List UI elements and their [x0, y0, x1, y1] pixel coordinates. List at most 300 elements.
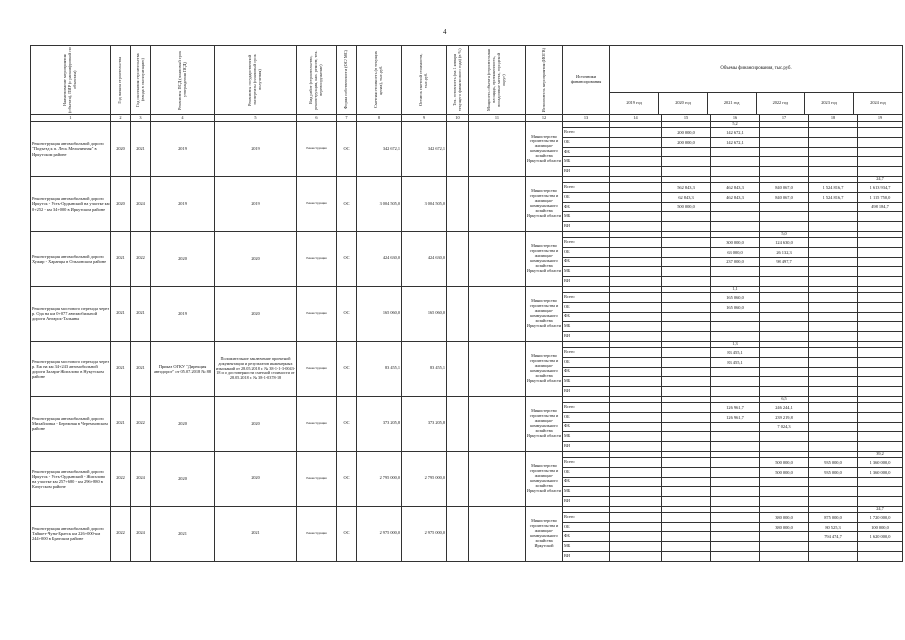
funding-amount: [809, 387, 858, 397]
funding-amount: 83 455,1: [711, 347, 760, 357]
funding-amount: 1 524 816,7: [809, 192, 858, 202]
column-number: 8: [357, 115, 402, 122]
work-type: Реконструкция: [297, 122, 337, 177]
funding-amount: [610, 512, 662, 522]
funding-source-label: ФБ: [563, 477, 610, 487]
funding-amount: [711, 542, 760, 552]
funding-source-label: ФБ: [563, 367, 610, 377]
funding-amount: 126 961,7: [711, 412, 760, 422]
funding-amount: [809, 357, 858, 367]
tech-readiness: [447, 341, 469, 396]
funding-amount: [662, 312, 711, 322]
funding-amount: [610, 302, 662, 312]
funding-amount: 124 630,0: [760, 237, 809, 247]
funding-amount: 935 000,0: [809, 457, 858, 467]
funding-amount: [711, 552, 760, 562]
funding-amount: [858, 542, 903, 552]
funding-amount: [662, 367, 711, 377]
funding-amount: [662, 542, 711, 552]
funding-amount: [809, 212, 858, 222]
funding-amount: [610, 222, 662, 232]
funding-amount: [610, 522, 662, 532]
funding-amount: 1 360 000,0: [858, 457, 903, 467]
share-percent: 6,5: [760, 396, 809, 402]
column-header-label: Форма собственности (ОС/ МС): [343, 50, 349, 110]
funding-amount: [610, 487, 662, 497]
object-name: Реконструкция автомобильной дороги Иркутск - Усть-Ордынский на участке км 0+252 - км 34+000 в Иркутском районе: [31, 176, 111, 231]
funding-amount: 1 620 000,0: [858, 532, 903, 542]
funding-source-label: ОБ: [563, 192, 610, 202]
funding-amount: [610, 277, 662, 287]
funding-amount: [711, 467, 760, 477]
estimated-cost: 373 205,8: [357, 396, 402, 451]
funding-amount: [662, 247, 711, 257]
funding-amount: [760, 377, 809, 387]
funding-amount: [858, 137, 903, 147]
funding-amount: [858, 222, 903, 232]
tech-readiness: [447, 286, 469, 341]
funding-amount: [760, 222, 809, 232]
remaining-cost: 165 060,0: [402, 286, 447, 341]
funding-amount: 794 474,7: [809, 532, 858, 542]
funding-amount: [809, 402, 858, 412]
financing-table-sheet: [30, 45, 891, 562]
funding-amount: [610, 247, 662, 257]
funding-amount: [662, 477, 711, 487]
funding-amount: [711, 387, 760, 397]
funding-amount: [858, 357, 903, 367]
column-header-9: [402, 46, 447, 115]
funding-amount: [662, 157, 711, 167]
funding-amount: 935 000,0: [809, 467, 858, 477]
funding-amount: [760, 312, 809, 322]
expertise-details: Положительное заключение проектной документации и результатов инженерных изысканий от 28.05.2018 г. № 38-1-1-3-0043-18 и о достоверности сметной стоимости от 28.05.2018 г. № 38-1-0378-18: [215, 341, 297, 396]
funding-amount: [809, 367, 858, 377]
share-percent: 1,3: [711, 341, 760, 347]
funding-header-title: Объемы финансирования, тыс.руб.: [610, 46, 902, 93]
funding-source-label: ОБ: [563, 412, 610, 422]
funding-amount: [858, 312, 903, 322]
funding-source-label: ОБ: [563, 467, 610, 477]
funding-amount: [809, 432, 858, 442]
funding-amount: [858, 552, 903, 562]
funding-amount: 83 455,1: [711, 357, 760, 367]
year-header-2024: 2024 год: [853, 93, 902, 115]
year-header-2023: 2023 год: [805, 93, 854, 115]
funding-amount: [711, 222, 760, 232]
funding-amount: [662, 332, 711, 342]
funding-amount: 840 067,0: [760, 182, 809, 192]
funding-amount: [858, 477, 903, 487]
column-header-5: [215, 46, 297, 115]
column-header-label: Год начала строительства: [117, 56, 123, 104]
funding-amount: [809, 202, 858, 212]
funding-amount: [711, 442, 760, 452]
funding-source-label: ФБ: [563, 312, 610, 322]
funding-amount: 462 843,3: [711, 182, 760, 192]
funding-amount: [809, 477, 858, 487]
funding-amount: [610, 322, 662, 332]
funding-source-label: МБ: [563, 157, 610, 167]
funding-amount: [662, 212, 711, 222]
funding-amount: [610, 157, 662, 167]
funding-amount: 200 000,0: [662, 137, 711, 147]
funding-amount: [809, 347, 858, 357]
funding-amount: [858, 322, 903, 332]
funding-amount: [809, 412, 858, 422]
object-name: Реконструкция автомобильной дороги Хужир - Харанцы в Ольхонском районе: [31, 231, 111, 286]
funding-source-label: ОБ: [563, 357, 610, 367]
funding-amount: [662, 442, 711, 452]
column-number: 17: [760, 115, 809, 122]
remaining-cost: 373 205,8: [402, 396, 447, 451]
funding-amount: [809, 167, 858, 177]
column-header-12: [526, 46, 563, 115]
funding-amount: [809, 237, 858, 247]
ownership-form: ОС: [337, 396, 357, 451]
tech-readiness: [447, 506, 469, 561]
funding-amount: [760, 322, 809, 332]
column-header-10: [447, 46, 469, 115]
expertise-details: 2020: [215, 451, 297, 506]
funding-source-label: ФБ: [563, 147, 610, 157]
funding-amount: [610, 137, 662, 147]
work-type: Реконструкция: [297, 506, 337, 561]
funding-amount: [760, 202, 809, 212]
funding-amount: [858, 292, 903, 302]
funding-amount: 380 000,0: [760, 512, 809, 522]
share-percent: 24,7: [858, 506, 903, 512]
start-year: 2022: [111, 506, 131, 561]
funding-amount: [760, 432, 809, 442]
funding-amount: 237 000,0: [711, 257, 760, 267]
funding-amount: [858, 402, 903, 412]
column-number: 3: [131, 115, 151, 122]
funding-amount: [610, 497, 662, 507]
funding-amount: [809, 497, 858, 507]
funding-header: [610, 46, 903, 115]
funding-amount: [809, 277, 858, 287]
column-number: 6: [297, 115, 337, 122]
funding-amount: 498 184,7: [858, 202, 903, 212]
column-header-6: [297, 46, 337, 115]
funding-amount: 462 843,3: [711, 192, 760, 202]
funding-amount: [662, 292, 711, 302]
funding-amount: [858, 387, 903, 397]
funding-amount: [809, 222, 858, 232]
column-number: 10: [447, 115, 469, 122]
funding-amount: [809, 267, 858, 277]
funding-source-label: МБ: [563, 487, 610, 497]
funding-amount: [610, 202, 662, 212]
funding-amount: [760, 292, 809, 302]
funding-amount: 1 524 816,7: [809, 182, 858, 192]
remaining-cost: 2 975 000,0: [402, 506, 447, 561]
funding-amount: [662, 467, 711, 477]
funding-amount: [662, 347, 711, 357]
funding-amount: 500 000,0: [760, 457, 809, 467]
object-name: Реконструкция мостового перехода через р. Еж на км 34+243 автомобильной дороги Залари-Жигалово в Нукутском районе: [31, 341, 111, 396]
column-number: 18: [809, 115, 858, 122]
funding-amount: [610, 457, 662, 467]
funding-amount: [858, 167, 903, 177]
executor-agency: Министерство строительства и жилищно-коммунального хозяйства Иркутской области: [526, 122, 563, 177]
end-year: 2022: [131, 396, 151, 451]
funding-amount: [858, 257, 903, 267]
funding-amount: [662, 512, 711, 522]
funding-amount: [610, 192, 662, 202]
funding-amount: [711, 367, 760, 377]
remaining-cost: 424 630,0: [402, 231, 447, 286]
funding-source-label: ОБ: [563, 522, 610, 532]
column-header-label: Мощность объекта (строительная площадь, протяженность, посадочные места, городской округ): [486, 49, 506, 111]
funding-amount: [662, 257, 711, 267]
funding-amount: [610, 412, 662, 422]
funding-source-label: ВИ: [563, 277, 610, 287]
funding-amount: [858, 212, 903, 222]
table-body: [31, 122, 903, 562]
funding-amount: [711, 422, 760, 432]
expertise-details: 2021: [215, 506, 297, 561]
psd-details: 2020: [151, 451, 215, 506]
funding-amount: [858, 347, 903, 357]
funding-amount: [711, 497, 760, 507]
funding-amount: [610, 357, 662, 367]
column-number: 14: [610, 115, 662, 122]
funding-source-label: Всего: [563, 402, 610, 412]
capacity: [469, 231, 526, 286]
capacity: [469, 176, 526, 231]
column-number: 7: [337, 115, 357, 122]
funding-amount: [760, 147, 809, 157]
funding-source-label: ОБ: [563, 302, 610, 312]
funding-amount: [610, 432, 662, 442]
funding-amount: [610, 332, 662, 342]
expertise-details: 2020: [215, 286, 297, 341]
funding-amount: [662, 487, 711, 497]
capacity: [469, 286, 526, 341]
funding-amount: [662, 457, 711, 467]
column-header-label: Сметная стоимость (в текущих ценах), тыс.руб.: [373, 51, 383, 109]
funding-amount: [610, 367, 662, 377]
share-percent: 24,7: [858, 176, 903, 182]
funding-amount: [610, 542, 662, 552]
funding-amount: 500 000,0: [662, 202, 711, 212]
column-header-label: Год окончания строительства (ввода в эксплуатацию): [134, 53, 145, 107]
remaining-cost: 3 004 505,0: [402, 176, 447, 231]
funding-amount: 380 000,0: [760, 522, 809, 532]
funding-amount: [809, 332, 858, 342]
funding-amount: [858, 442, 903, 452]
funding-amount: [858, 277, 903, 287]
funding-amount: [760, 347, 809, 357]
share-percent: 5,0: [760, 231, 809, 237]
tech-readiness: [447, 176, 469, 231]
executor-agency: Министерство строительства и жилищно-коммунального хозяйства Иркутской области: [526, 286, 563, 341]
estimated-cost: 2 795 000,0: [357, 451, 402, 506]
funding-amount: [858, 147, 903, 157]
funding-amount: [760, 497, 809, 507]
column-number: 5: [215, 115, 297, 122]
estimated-cost: 424 630,0: [357, 231, 402, 286]
remaining-cost: 83 455,1: [402, 341, 447, 396]
ownership-form: ОС: [337, 231, 357, 286]
psd-details: 2019: [151, 122, 215, 177]
funding-amount: [610, 477, 662, 487]
column-number: 12: [526, 115, 563, 122]
funding-amount: 246 244,1: [760, 402, 809, 412]
funding-amount: [858, 157, 903, 167]
start-year: 2021: [111, 341, 131, 396]
start-year: 2021: [111, 286, 131, 341]
ownership-form: ОС: [337, 286, 357, 341]
object-name: Реконструкция автомобильной дороги Иркутск - Усть-Ордынский - Жигалово на участке км 257+680 - км 296+880 в Качугском районе: [31, 451, 111, 506]
funding-source-label: Всего: [563, 512, 610, 522]
funding-amount: [662, 387, 711, 397]
funding-amount: [760, 157, 809, 167]
funding-source-label: Всего: [563, 128, 610, 138]
column-number: 15: [662, 115, 711, 122]
column-number: 13: [563, 115, 610, 122]
funding-amount: [610, 147, 662, 157]
funding-amount: [610, 237, 662, 247]
end-year: 2024: [131, 176, 151, 231]
column-header-label: Реквизиты ПСД (плановый срок утверждения ПСД): [176, 50, 187, 110]
funding-amount: 126 961,7: [711, 402, 760, 412]
estimated-cost: 83 455,1: [357, 341, 402, 396]
funding-amount: [760, 487, 809, 497]
column-number: 16: [711, 115, 760, 122]
column-number: 19: [858, 115, 903, 122]
funding-amount: [711, 202, 760, 212]
column-header-11: [469, 46, 526, 115]
start-year: 2021: [111, 231, 131, 286]
estimated-cost: 3 004 505,0: [357, 176, 402, 231]
funding-amount: [858, 367, 903, 377]
funding-source-label: ФБ: [563, 532, 610, 542]
funding-source-label: МБ: [563, 377, 610, 387]
funding-amount: [662, 522, 711, 532]
funding-source-label: Всего: [563, 457, 610, 467]
capacity: [469, 396, 526, 451]
funding-amount: [858, 487, 903, 497]
funding-amount: [711, 477, 760, 487]
funding-amount: [662, 237, 711, 247]
funding-amount: [711, 487, 760, 497]
column-header-label: Исполнитель мероприятия (ИОГВ): [540, 47, 546, 113]
funding-amount: [809, 312, 858, 322]
expertise-details: 2020: [215, 231, 297, 286]
funding-source-label: МБ: [563, 267, 610, 277]
funding-amount: [610, 467, 662, 477]
expertise-details: 2019: [215, 176, 297, 231]
column-header-label: Источники финансирования: [570, 74, 602, 84]
funding-source-label: ВИ: [563, 222, 610, 232]
funding-amount: 1 613 934,7: [858, 182, 903, 192]
year-header-2022: 2022 год: [756, 93, 805, 115]
funding-amount: [760, 267, 809, 277]
psd-details: 2020: [151, 396, 215, 451]
funding-amount: [760, 277, 809, 287]
column-header-1: [31, 46, 111, 115]
funding-source-label: ВИ: [563, 332, 610, 342]
funding-amount: [610, 422, 662, 432]
funding-amount: [662, 322, 711, 332]
funding-amount: [662, 422, 711, 432]
funding-amount: [610, 167, 662, 177]
ownership-form: ОС: [337, 451, 357, 506]
funding-source-label: МБ: [563, 432, 610, 442]
end-year: 2022: [131, 231, 151, 286]
funding-amount: [809, 442, 858, 452]
psd-details: 2021: [151, 506, 215, 561]
start-year: 2021: [111, 396, 131, 451]
funding-amount: [760, 367, 809, 377]
executor-agency: Министерство строительства и жилищно-коммунального хозяйства Иркутской: [526, 506, 563, 561]
start-year: 2022: [111, 451, 131, 506]
funding-amount: 300 000,0: [711, 237, 760, 247]
funding-amount: [610, 312, 662, 322]
funding-amount: [662, 147, 711, 157]
psd-details: Приказ ОГКУ "Дирекция автодорог" от 05.07.2018 № 88: [151, 341, 215, 396]
funding-amount: [610, 182, 662, 192]
funding-source-label: МБ: [563, 212, 610, 222]
funding-amount: [711, 212, 760, 222]
work-type: Реконструкция: [297, 341, 337, 396]
funding-source-label: Всего: [563, 347, 610, 357]
funding-amount: [610, 212, 662, 222]
funding-source-label: ФБ: [563, 257, 610, 267]
funding-amount: [809, 137, 858, 147]
funding-amount: [858, 128, 903, 138]
funding-source-label: ОБ: [563, 137, 610, 147]
funding-amount: [760, 302, 809, 312]
remaining-cost: 342 672,1: [402, 122, 447, 177]
funding-amount: 7 024,3: [760, 422, 809, 432]
column-header-4: [151, 46, 215, 115]
funding-source-label: ВИ: [563, 387, 610, 397]
funding-amount: [711, 532, 760, 542]
funding-amount: [711, 322, 760, 332]
financing-table: [30, 45, 903, 562]
funding-amount: [610, 292, 662, 302]
end-year: 2024: [131, 451, 151, 506]
funding-amount: [662, 432, 711, 442]
column-header-row: [31, 46, 903, 115]
funding-amount: [809, 542, 858, 552]
funding-amount: [711, 512, 760, 522]
funding-source-label: ОБ: [563, 247, 610, 257]
funding-amount: [662, 302, 711, 312]
funding-amount: [760, 532, 809, 542]
tech-readiness: [447, 451, 469, 506]
year-header-2019: 2019 год: [626, 100, 642, 106]
funding-amount: [858, 332, 903, 342]
funding-amount: [809, 147, 858, 157]
funding-amount: [662, 497, 711, 507]
share-percent: 5,2: [711, 122, 760, 128]
work-type: Реконструкция: [297, 176, 337, 231]
funding-amount: 142 672,1: [711, 128, 760, 138]
funding-amount: 1 720 000,0: [858, 512, 903, 522]
object-name: Реконструкция мостового перехода через р. Ода на км 0+077 автомобильной дороги Ангарск-Тальяны: [31, 286, 111, 341]
ownership-form: ОС: [337, 176, 357, 231]
ownership-form: ОС: [337, 122, 357, 177]
capacity: [469, 341, 526, 396]
funding-amount: 165 060,0: [711, 302, 760, 312]
funding-source-label: ФБ: [563, 202, 610, 212]
column-header-label: Остаток сметной стоимости, тыс.руб.: [418, 53, 428, 107]
